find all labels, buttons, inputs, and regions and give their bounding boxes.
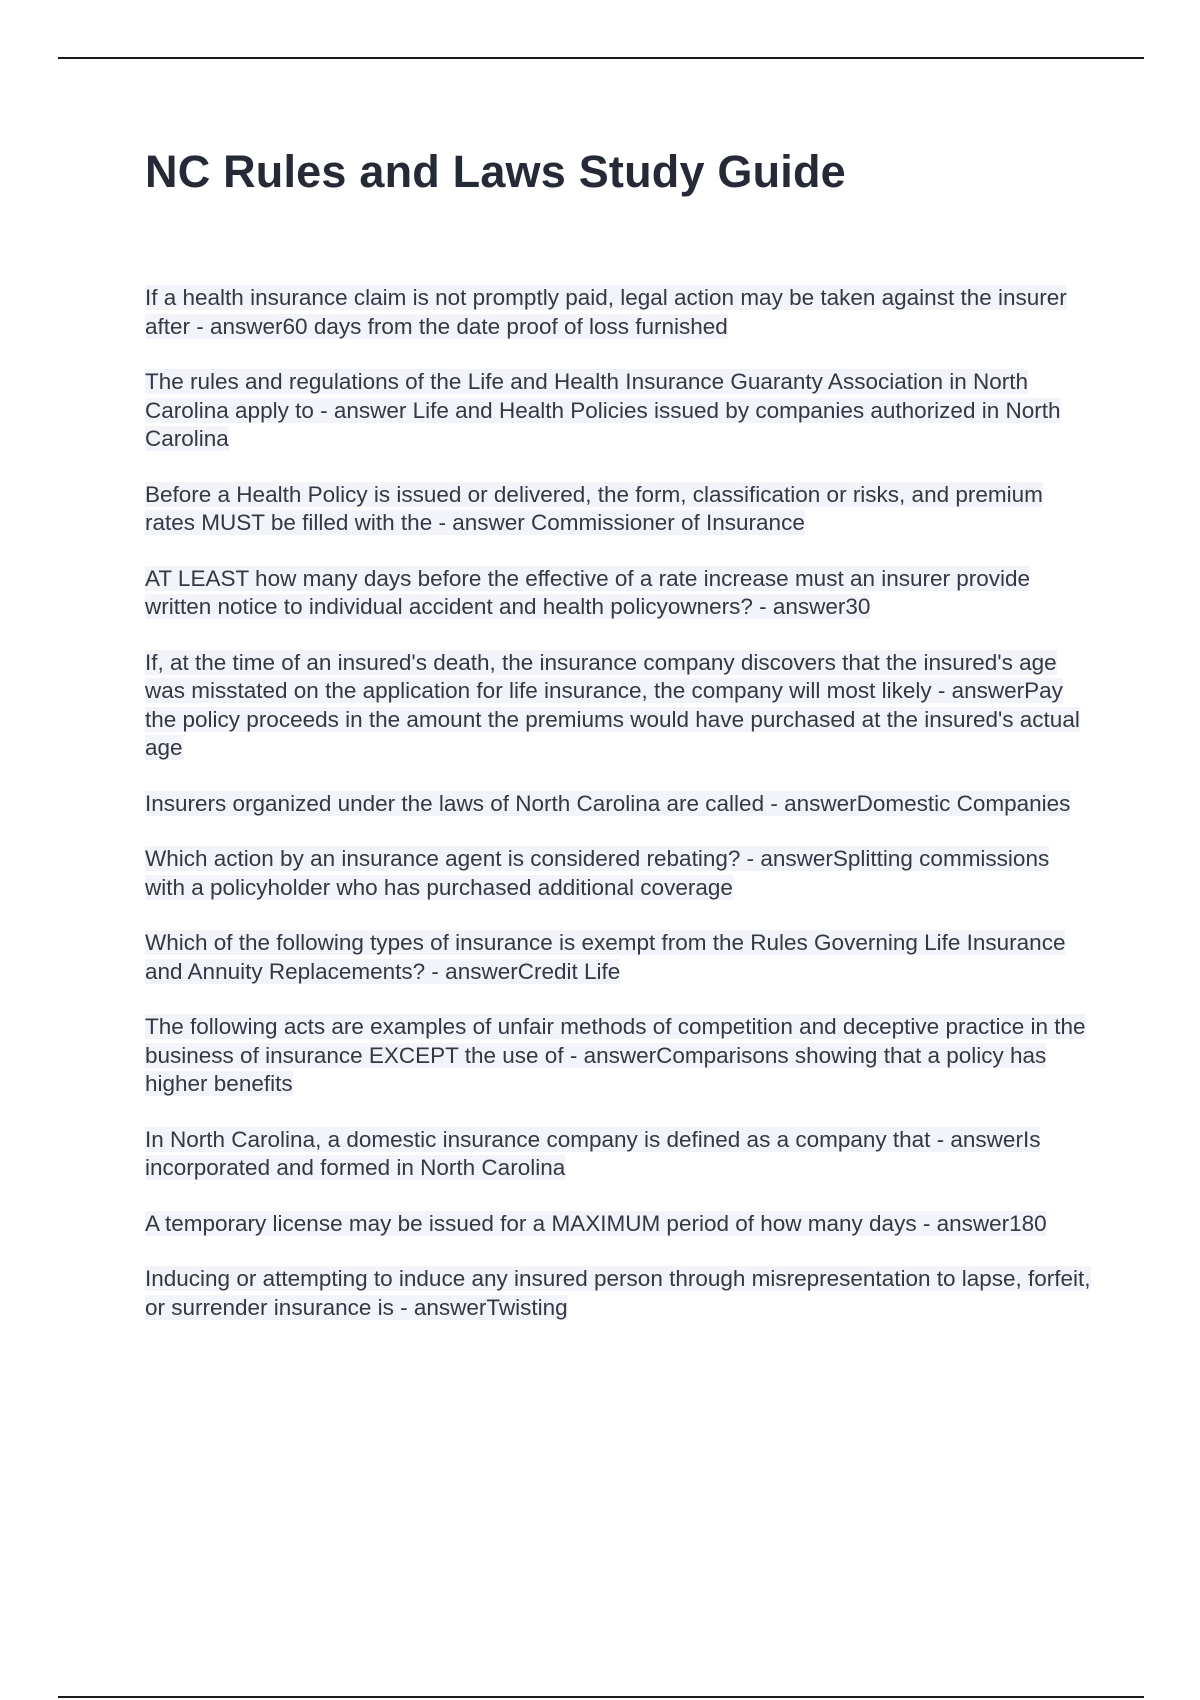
qa-item-text: A temporary license may be issued for a MAXIMUM period of how many days - answer180: [145, 1210, 1047, 1236]
page-title: NC Rules and Laws Study Guide: [145, 146, 846, 197]
qa-item-text: Before a Health Policy is issued or delivered, the form, classification or risks, and premium rates MUST be filled with the - answer Commissioner of Insurance: [145, 481, 1043, 535]
qa-item-text: The rules and regulations of the Life and Health Insurance Guaranty Association in North Carolina apply to - answer Life and Health Policies issued by companies authorized in North Carolina: [145, 369, 1061, 451]
qa-item-text: In North Carolina, a domestic insurance company is defined as a company that - answerIs incorporated and formed in North Carolina: [145, 1126, 1041, 1180]
bottom-rule: [58, 1696, 1144, 1698]
qa-item-text: If a health insurance claim is not promptly paid, legal action may be taken against the insurer after - answer60 days from the date proof of loss furnished: [145, 285, 1067, 339]
qa-item: [145, 845, 1095, 902]
qa-item-text: Which of the following types of insurance is exempt from the Rules Governing Life Insurance and Annuity Replacements? - answerCredit Life: [145, 930, 1066, 984]
qa-item: [145, 790, 1095, 819]
qa-item: [145, 368, 1095, 454]
qa-item-text: AT LEAST how many days before the effective of a rate increase must an insurer provide written notice to individual accident and health policyowners? - answer30: [145, 565, 1031, 619]
qa-item-text: If, at the time of an insured's death, the insurance company discovers that the insured's age was misstated on the application for life insurance, the company will most likely - answerPay the policy proceeds in the amount the premiums would have purchased at the insured's actual age: [145, 649, 1080, 760]
qa-item: [145, 1013, 1095, 1099]
qa-item-text: Inducing or attempting to induce any insured person through misrepresentation to lapse, forfeit, or surrender insurance is - answerTwisting: [145, 1266, 1091, 1320]
qa-item: [145, 565, 1095, 622]
qa-item: [145, 1126, 1095, 1183]
qa-item: [145, 649, 1095, 763]
qa-list: [145, 284, 1095, 1349]
qa-item: [145, 284, 1095, 341]
qa-item: [145, 481, 1095, 538]
top-rule: [58, 57, 1144, 59]
qa-item: [145, 929, 1095, 986]
qa-item: [145, 1265, 1095, 1322]
qa-item: [145, 1210, 1095, 1239]
qa-item-text: The following acts are examples of unfair methods of competition and deceptive practice in the business of insurance EXCEPT the use of - answerComparisons showing that a policy has higher benefits: [145, 1014, 1086, 1096]
qa-item-text: Insurers organized under the laws of North Carolina are called - answerDomestic Companies: [145, 790, 1071, 816]
qa-item-text: Which action by an insurance agent is considered rebating? - answerSplitting commissions with a policyholder who has purchased additional coverage: [145, 846, 1050, 900]
